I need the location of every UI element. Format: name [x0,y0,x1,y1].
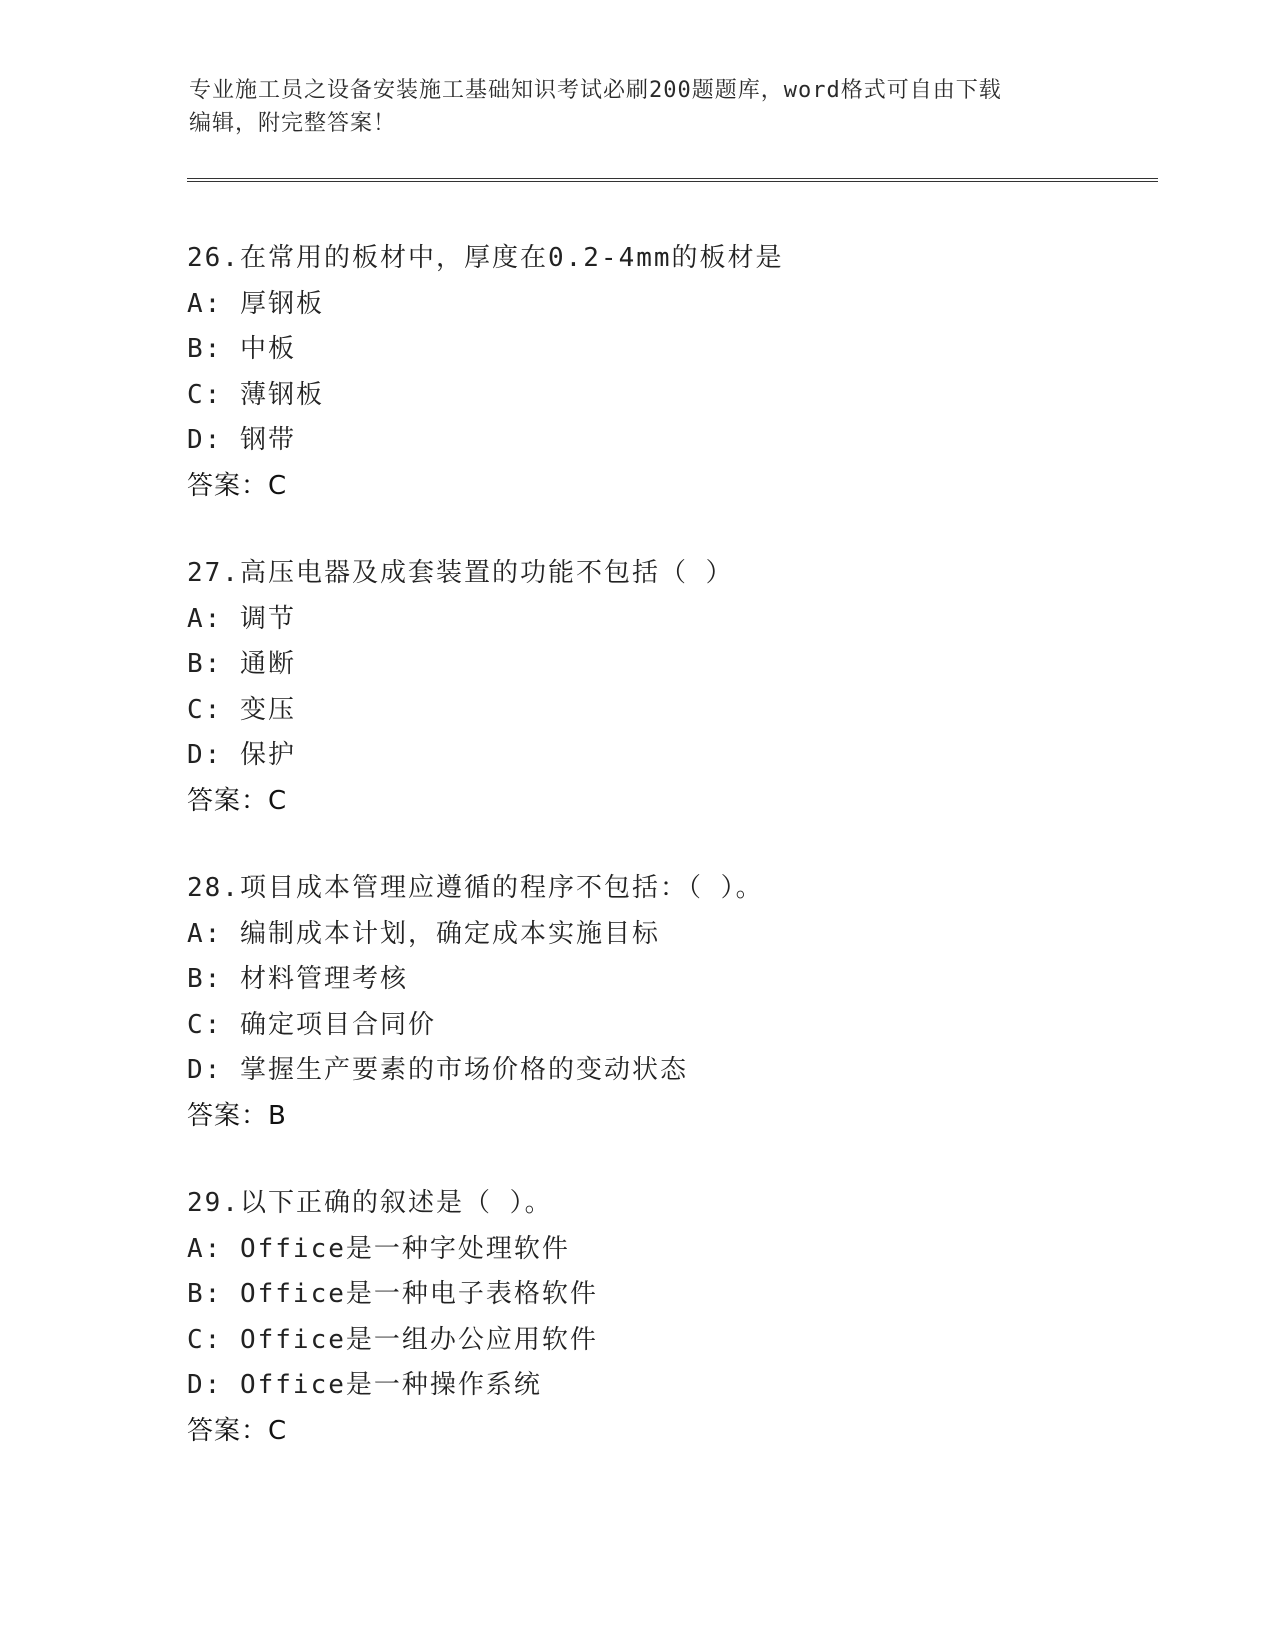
option-a: A: 调节 [187,603,296,634]
option-c: C: 确定项目合同价 [187,1009,436,1040]
option-b: B: 材料管理考核 [187,964,408,994]
question-stem: 28.项目成本管理应遵循的程序不包括：（ ）。 [187,873,764,903]
question-stem: 27.高压电器及成套装置的功能不包括（ ） [187,558,734,588]
option-d: D: 保护 [187,740,296,770]
question-stem: 29.以下正确的叙述是（ ）。 [187,1188,553,1218]
option-d: D: 钢带 [187,425,296,455]
option-c: C: Office是一组办公应用软件 [187,1324,598,1355]
option-a: A: 编制成本计划，确定成本实施目标 [187,918,660,949]
question-27 [187,551,1167,824]
header-double-rule [187,178,1158,182]
question-26 [187,236,1167,509]
option-c: C: 变压 [187,694,296,725]
option-d: D: 掌握生产要素的市场价格的变动状态 [187,1055,688,1085]
answer-line: 答案：C [187,785,288,816]
option-a: A: 厚钢板 [187,288,324,319]
option-b: B: 通断 [187,649,296,679]
header-title-line-2: 编辑，附完整答案！ [189,111,397,136]
header-title-line-1: 专业施工员之设备安装施工基础知识考试必刷200题题库，word格式可自由下载 [189,78,1002,103]
question-list [187,236,1167,1454]
answer-line: 答案：C [187,1415,288,1446]
document-header [189,74,1089,140]
option-b: B: Office是一种电子表格软件 [187,1279,598,1309]
question-29 [187,1181,1167,1454]
option-b: B: 中板 [187,334,296,364]
option-c: C: 薄钢板 [187,379,324,410]
question-28 [187,866,1167,1139]
question-stem: 26.在常用的板材中，厚度在0.2-4mm的板材是 [187,243,784,273]
option-a: A: Office是一种字处理软件 [187,1233,570,1264]
answer-line: 答案：B [187,1100,287,1131]
answer-line: 答案：C [187,470,288,501]
option-d: D: Office是一种操作系统 [187,1370,542,1400]
